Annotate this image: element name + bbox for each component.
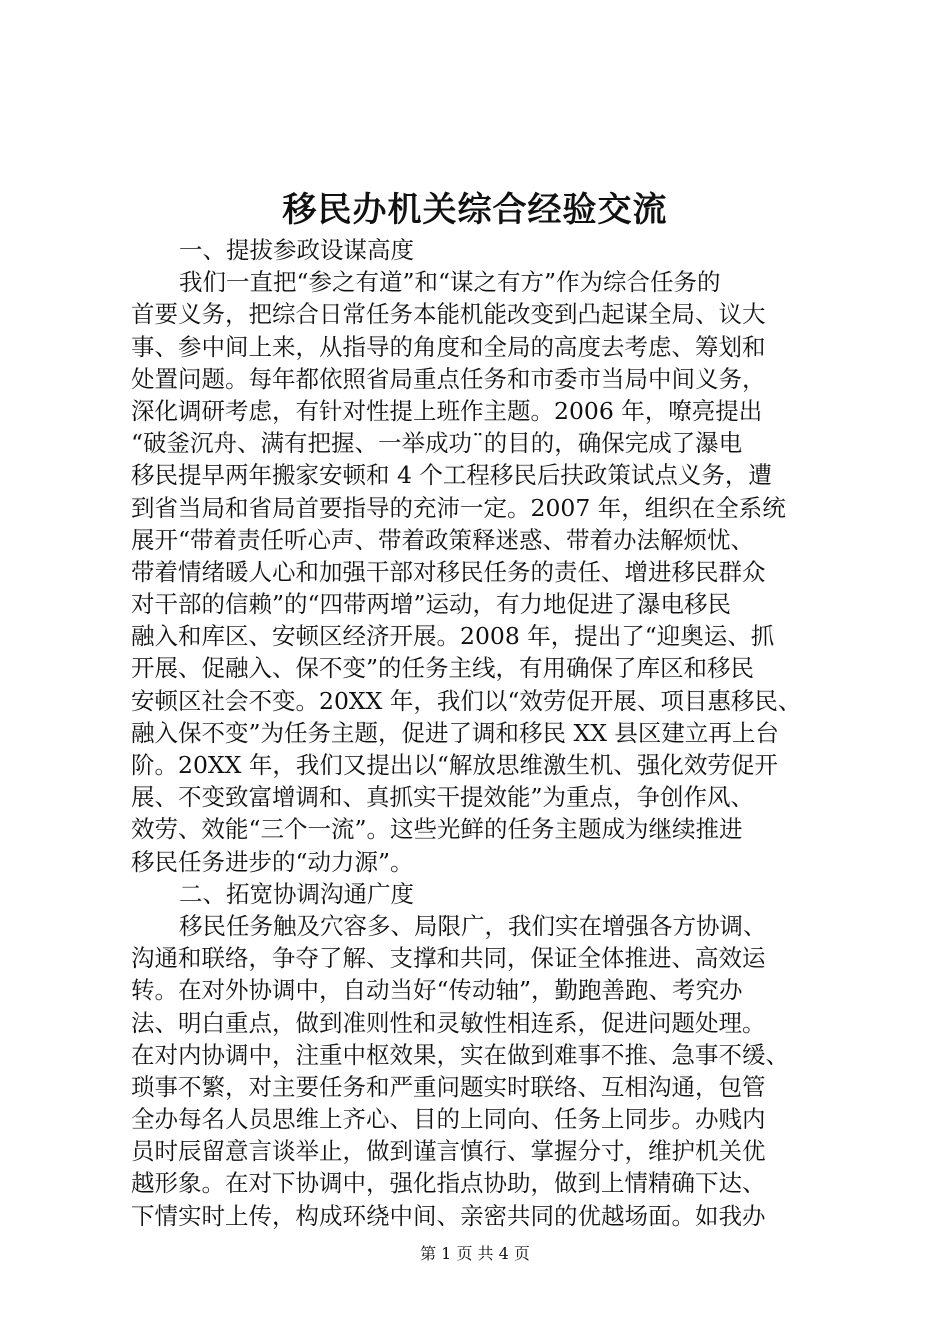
section-heading: 一、提拔参政设谋高度 [179, 236, 414, 264]
section-heading: 二、拓宽协调沟通广度 [179, 879, 414, 908]
paragraph-line: 效劳、效能“三个一流”。这些光鲜的任务主题成为继续推进 [131, 815, 743, 844]
paragraph-line: 法、明白重点，做到准则性和灵敏性相连系，促进问题处理。 [131, 1008, 766, 1037]
paragraph-line: 琐事不繁，对主要任务和严重问题实时联络、互相沟通，包管 [131, 1072, 766, 1101]
document-body [131, 234, 843, 1232]
paragraph-line: “破釜沉舟、满有把握、一举成功¨的目的，确保完成了瀑电 [131, 429, 743, 458]
paragraph-line: 移民提早两年搬家安顿和 4 个工程移民后扶政策试点义务，遭 [131, 461, 772, 490]
paragraph-line: 越形象。在对下协调中，强化指点协助，做到上情精确下达、 [131, 1169, 766, 1198]
paragraph-line: 融入和库区、安顿区经济开展。2008 年，提出了“迎奥运、抓 [131, 622, 775, 651]
paragraph-line: 带着情绪暖人心和加强干部对移民任务的责任、增进移民群众 [131, 557, 766, 586]
paragraph-line: 员时辰留意言谈举止，做到谨言慎行、掌握分寸，维护机关优 [131, 1137, 766, 1166]
paragraph-line: 全办每名人员思维上齐心、目的上同向、任务上同步。办贱内 [131, 1105, 766, 1134]
paragraph-line: 阶。20XX 年，我们又提出以“解放思维激生机、强化效劳促开 [131, 751, 778, 779]
paragraph-line: 移民任务进步的“动力源”。 [131, 847, 414, 876]
paragraph-line: 我们一直把“参之有道”和“谋之有方”作为综合任务的 [179, 268, 721, 297]
paragraph-line: 到省当局和省局首要指导的充沛一定。2007 年，组织在全系统 [131, 493, 786, 522]
paragraph-line: 事、参中间上来，从指导的角度和全局的高度去考虑、筹划和 [131, 332, 766, 361]
paragraph-line: 在对内协调中，注重中枢效果，实在做到难事不推、急事不缓、 [131, 1040, 789, 1069]
paragraph-line: 转。在对外协调中，自动当好“传动轴”，勤跑善跑、考究办 [131, 976, 743, 1005]
paragraph-line: 移民任务触及穴容多、局限广，我们实在增强各方协调、 [179, 911, 767, 940]
paragraph-line: 融入保不变”为任务主题，促进了调和移民 XX 县区建立再上台 [131, 718, 779, 747]
paragraph-line: 首要义务，把综合日常任务本能机能改变到凸起谋全局、议大 [131, 300, 766, 329]
paragraph-line: 开展、促融入、保不变”的任务主线，有用确保了库区和移民 [131, 654, 755, 683]
document-title: 移民办机关综合经验交流 [282, 190, 668, 230]
paragraph-line: 沟通和联络，争夺了解、支撑和共同，保证全体推进、高效运 [131, 944, 766, 973]
paragraph-line: 安顿区社会不变。20XX 年，我们以“效劳促开展、项目惠移民、 [131, 686, 802, 715]
paragraph-line: 深化调研考虑，有针对性提上班作主题。2006 年，嘹亮提出 [131, 396, 763, 425]
paragraph-line: 处置问题。每年都依照省局重点任务和市委市当局中间义务， [131, 364, 766, 393]
page-footer: 第 1 页 共 4 页 [420, 1244, 530, 1263]
paragraph-line: 展开“带着责任听心声、带着政策释迷惑、带着办法解烦忧、 [131, 525, 755, 554]
paragraph-line: 下情实时上传，构成环绕中间、亲密共同的优越场面。如我办 [131, 1201, 766, 1230]
paragraph-line: 对干部的信赖”的“四带两增”运动，有力地促进了瀑电移民 [131, 590, 732, 619]
paragraph-line: 展、不变致富增调和、真抓实干提效能”为重点，争创作风、 [131, 783, 755, 812]
